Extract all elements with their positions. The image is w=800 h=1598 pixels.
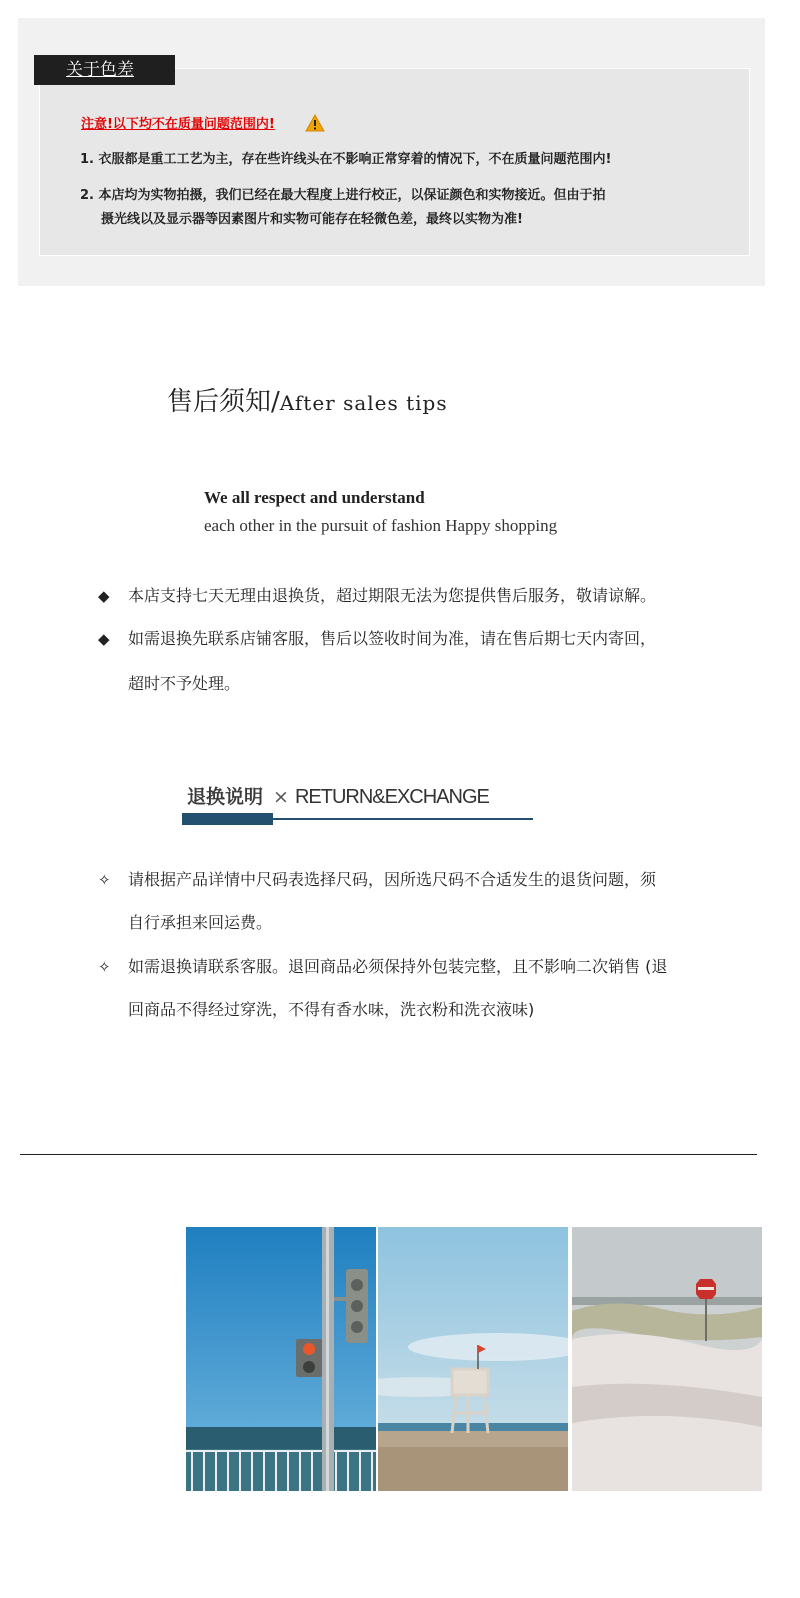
diamond-bullet-icon: ◆ [98, 587, 110, 605]
after-sales-item-text: 超时不予处理。 [128, 674, 241, 693]
after-sales-item-text: 如需退换先联系店铺客服，售后以签收时间为准，请在售后期七天内寄回， [128, 629, 657, 648]
return-item-1 [98, 857, 718, 903]
after-sales-title-en: After sales tips [279, 391, 448, 415]
photo-traffic-light [186, 1227, 376, 1491]
after-sales-title-sep: / [271, 387, 280, 417]
after-sales-item-1 [98, 573, 718, 619]
color-notice-warning: 注意!以下均不在质量问题范围内! [81, 117, 275, 132]
return-exchange-title-en: RETURN&EXCHANGE [294, 786, 489, 808]
color-notice-item-1: 1. 衣服都是重工工艺为主，存在些许线头在不影响正常穿着的情况下，不在质量问题范围内! [80, 152, 612, 167]
return-item-text: 自行承担来回运费。 [128, 913, 273, 932]
color-notice-tag: 关于色差 [34, 55, 175, 85]
after-sales-item-2 [98, 616, 718, 662]
color-notice-item-2-cont: 摄光线以及显示器等因素图片和实物可能存在轻微色差，最终以实物为准! [101, 212, 523, 227]
return-exchange-title-cn: 退换说明 [187, 786, 264, 808]
after-sales-subtitle-1: We all respect and understand [204, 488, 425, 507]
diamond-bullet-icon: ◆ [98, 630, 110, 648]
title-underline-accent [182, 813, 273, 825]
sparkle-bullet-icon: ✧ [98, 958, 111, 976]
photo-lifeguard-tower [378, 1227, 568, 1491]
after-sales-item-text: 本店支持七天无理由退换货，超过期限无法为您提供售后服务，敬请谅解。 [128, 586, 657, 605]
after-sales-item-2-cont [98, 661, 718, 707]
after-sales-title [167, 382, 448, 423]
title-underline [273, 818, 533, 820]
section-divider [20, 1154, 757, 1155]
return-item-text: 回商品不得经过穿洗，不得有香水味，洗衣粉和洗衣液味) [128, 1000, 535, 1019]
color-notice-item-2: 2. 本店均为实物拍摄，我们已经在最大程度上进行校正，以保证颜色和实物接近。但由于拍 [80, 188, 606, 203]
return-item-text: 如需退换请联系客服。退回商品必须保持外包装完整，且不影响二次销售 (退 [128, 957, 668, 976]
sparkle-bullet-icon: ✧ [98, 871, 111, 889]
close-x-icon: × [273, 786, 289, 808]
return-item-2 [98, 944, 718, 990]
after-sales-subtitle-2: each other in the pursuit of fashion Happy shopping [204, 516, 558, 535]
return-item-1-cont [98, 900, 718, 946]
return-item-2-cont [98, 987, 718, 1033]
after-sales-title-cn: 售后须知 [167, 387, 272, 417]
photo-stop-sign-dunes [572, 1227, 762, 1491]
return-item-text: 请根据产品详情中尺码表选择尺码，因所选尺码不合适发生的退货问题，须 [128, 870, 657, 889]
return-exchange-title [187, 782, 489, 812]
warning-icon [305, 114, 325, 132]
